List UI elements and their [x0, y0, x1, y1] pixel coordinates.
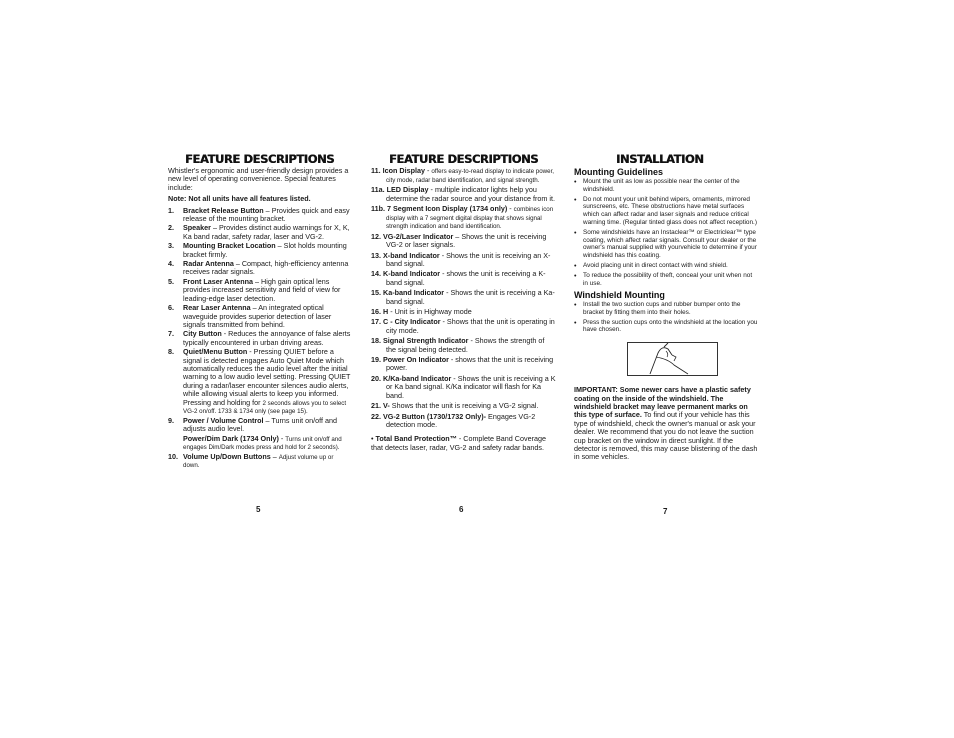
- item-sep: –: [270, 451, 279, 461]
- list-item: [371, 289, 556, 306]
- item-text: Turns unit on/off and engages Dim/Dark modes press and hold for 2 seconds).: [183, 435, 342, 452]
- item-body: [183, 304, 351, 329]
- feature-descriptions-heading: FEATURE DESCRIPTIONS: [388, 152, 539, 166]
- item-title: Front Laser Antenna: [183, 276, 254, 286]
- item-sep: –: [210, 223, 219, 233]
- item-title: K-band Indicator: [383, 269, 441, 279]
- page-number-7: 7: [663, 507, 668, 516]
- item-number: 22.: [371, 411, 381, 421]
- item-text: Pressing QUIET before a signal is detected engages Auto Quiet Mode which automatically reduces the audio level after the initial warning to a low audio level setting. Pressing QUIET during a radar/laser encounter silences audio alerts, while allowing visual alerts to keep you informed. Pressing and holding for: [183, 347, 351, 407]
- item-title: Power/Dim Dark (1734 Only): [183, 433, 279, 443]
- item-text: Shows the unit is receiving a Ka-band signal.: [386, 288, 555, 306]
- item-sep: -: [451, 373, 458, 383]
- item-text: Shows the unit is receiving VG-2 or laser signals.: [386, 231, 547, 250]
- feature-descriptions-heading: FEATURE DESCRIPTIONS: [184, 152, 335, 166]
- item-number: 18.: [371, 336, 381, 346]
- item-sep: -: [468, 336, 475, 346]
- item-number: 10.: [168, 451, 178, 461]
- item-number: 17.: [371, 317, 381, 327]
- item-sep: –: [275, 241, 284, 251]
- item-text: Unit is in Highway mode: [394, 307, 472, 317]
- item-number: 11b.: [371, 204, 385, 213]
- item-title: Mounting Bracket Location: [183, 241, 276, 251]
- item-title: VG-2 Button (1730/1732 Only)-: [383, 411, 487, 421]
- item-number: 2.: [168, 223, 174, 233]
- item-sep: -: [221, 329, 229, 339]
- bullet-item: [574, 229, 758, 260]
- note-text: Note: Not all units have all features listed.: [168, 194, 311, 204]
- item-text: Shows the unit is receiving an X-band signal.: [386, 250, 551, 268]
- item-number: 12.: [371, 231, 381, 241]
- item-text: Reduces the annoyance of false alerts typically encountered in urban driving areas.: [183, 329, 351, 347]
- list-item: [168, 242, 351, 259]
- item-text: An integrated optical waveguide provides superior detection of laser signals transmitted from behind.: [183, 303, 332, 329]
- bullet-item: [574, 301, 758, 317]
- bullet-dot-icon: •: [574, 260, 577, 270]
- bullet-dot-icon: •: [574, 299, 577, 309]
- bullet-text: Avoid placing unit in direct contact with wind shield.: [583, 261, 728, 269]
- item-number: 5.: [168, 276, 174, 286]
- list-item: [371, 375, 556, 400]
- item-sep: -: [247, 347, 254, 357]
- item-number: 21.: [371, 401, 381, 411]
- item-text: Adjust volume up or down.: [183, 453, 334, 470]
- item-number: 20.: [371, 373, 381, 383]
- bullet-text: Do not mount your unit behind wipers, ornaments, mirrored sunscreens, etc. These obstructions have metal surfaces which can affect radar and laser signals and reduce critical warning time. (Regular tinted glass does not affect reception.): [583, 195, 757, 226]
- page-7-column: [574, 153, 758, 462]
- item-title: C - City Indicator: [383, 317, 441, 327]
- item-text: multiple indicator lights help you determine the radar source and your distance from it.: [386, 185, 555, 203]
- item-number: 13.: [371, 250, 381, 260]
- item-sep: -: [388, 307, 395, 317]
- item-number: 3.: [168, 241, 174, 251]
- item-text: combines icon display with a 7 segment digital display that shows signal strength indication and band identification.: [386, 206, 554, 231]
- windshield-mounting-title: Windshield Mounting: [574, 289, 665, 300]
- list-item: [371, 252, 556, 269]
- intro-text: Whistler's ergonomic and user-friendly design provides a new level of operating convenience. Special features include:: [168, 166, 349, 192]
- item-title: H: [383, 307, 389, 317]
- item-title: Power On Indicator: [383, 355, 449, 365]
- list-item: [371, 270, 556, 287]
- item-title: Signal Strength Indicator: [383, 336, 469, 346]
- important-bold: IMPORTANT: Some newer cars have a plastic safety coating on the inside of the windshield. The windshield bracket may leave permanent marks on this type of surface.: [574, 385, 751, 420]
- item-number: 8.: [168, 347, 174, 357]
- item-sep: –: [250, 303, 259, 313]
- item-title: Total Band Protection™: [375, 434, 457, 444]
- item-sep: –: [233, 259, 242, 269]
- installation-heading: INSTALLATION: [616, 152, 704, 166]
- item-body: [183, 348, 351, 416]
- bullet-dot-icon: •: [574, 194, 577, 204]
- item-title: Quiet/Menu Button: [183, 347, 248, 357]
- page-6-column: [371, 153, 556, 452]
- mounting-guidelines-list: [574, 178, 758, 288]
- item-number: 11.: [371, 166, 381, 175]
- item-text: Shows the strength of the signal being detected.: [386, 336, 545, 354]
- item-text: Compact, high-efficiency antenna receives radar signals.: [183, 259, 349, 277]
- item-number: 4.: [168, 259, 174, 269]
- item-number: 11a.: [371, 185, 385, 195]
- bullet-text: Install the two suction cups and rubber bumper onto the bracket by fitting them into their holes.: [583, 300, 741, 316]
- important-note: [574, 386, 758, 462]
- item-number: 19.: [371, 355, 381, 365]
- list-item: [168, 260, 351, 277]
- item-sep: -: [440, 317, 447, 327]
- item-sep: -: [440, 269, 447, 279]
- item-title: V-: [383, 401, 390, 411]
- bullet-dot-icon: •: [574, 271, 577, 281]
- item-sep: -: [444, 288, 451, 298]
- item-number: 15.: [371, 288, 381, 298]
- bullet-item: [574, 319, 758, 335]
- item-number: 14.: [371, 269, 381, 279]
- item-sep: –: [263, 205, 272, 215]
- item-number: 9.: [168, 415, 174, 425]
- list-item: [168, 304, 351, 329]
- item-body: [183, 207, 351, 224]
- list-item: [168, 224, 351, 241]
- list-item: [168, 453, 351, 470]
- item-sep: –: [453, 231, 462, 241]
- list-item: [168, 207, 351, 224]
- bullet-item: [574, 196, 758, 227]
- item-body: [183, 260, 351, 277]
- item-sep: -: [448, 355, 456, 365]
- item-text: Shows the unit is receiving a K or Ka band signal. K/Ka indicator will flash for Ka band.: [386, 373, 556, 400]
- page-number-6: 6: [459, 505, 464, 514]
- item-text: offers easy-to-read display to indicate power, city mode, radar band identification, and signal strength.: [386, 168, 555, 184]
- item-body: [183, 278, 351, 303]
- item-title: Icon Display: [382, 166, 425, 175]
- item-sep: -: [428, 185, 435, 195]
- item-sep: -: [439, 250, 447, 260]
- item-text: Turns unit on/off and adjusts audio level.: [183, 415, 337, 434]
- bullet-dot-icon: •: [574, 317, 577, 327]
- mounting-guidelines-title: Mounting Guidelines: [574, 167, 663, 177]
- item-number: 1.: [168, 205, 174, 215]
- item-sep: -: [278, 433, 286, 443]
- item-sep: -: [424, 166, 432, 175]
- bullet: •: [371, 434, 374, 444]
- bullet-text: Some windshields have an Instaclear™ or Electriclear™ type coating, which affect radar signals. Consult your dealer or the owner's manual supplied with yourvehicle to determine if your windshield has this coating.: [583, 228, 757, 260]
- total-band-protection: [371, 435, 556, 452]
- item-title: Ka-band Indicator: [383, 288, 445, 298]
- item-text: shows that the unit is receiving power.: [386, 355, 554, 373]
- item-body: [183, 330, 351, 347]
- feature-list: [168, 207, 351, 434]
- list-item: [371, 337, 556, 354]
- suction-cup-illustration: [627, 342, 718, 376]
- bullet-text: Mount the unit as low as possible near the center of the windshield.: [583, 178, 740, 193]
- item-number: 7.: [168, 329, 174, 339]
- item-title: K/Ka-band Indicator: [383, 373, 452, 383]
- list-item: [371, 413, 556, 430]
- list-item: [168, 417, 351, 434]
- important-text: To find out if your vehicle has this type of windshield, check the owner's manual or ask your dealer. We recommend that you do not leave the suction cup bracket on the window in direct sunlight. If the detector is removed, this may cause blistering of the dash in some vehicles.: [574, 410, 758, 462]
- item-title: Bracket Release Button: [183, 205, 264, 215]
- list-item: [371, 308, 556, 316]
- item-body: [183, 242, 351, 259]
- bullet-item: [574, 272, 758, 288]
- feature-list: [371, 167, 556, 429]
- list-item: [371, 356, 556, 373]
- bullet-dot-icon: •: [574, 227, 577, 237]
- item-text: Complete Band Coverage that detects laser, radar, VG-2 and safety radar bands.: [371, 434, 546, 452]
- bullet-text: Press the suction cups onto the windshield at the location you have chosen.: [583, 318, 758, 334]
- bullet-item: [574, 262, 758, 270]
- item-text: shows the unit is receiving a K-band signal.: [386, 269, 546, 287]
- item-title: VG-2/Laser Indicator: [383, 231, 454, 241]
- item-title: Rear Laser Antenna: [183, 303, 251, 313]
- list-item: [168, 330, 351, 347]
- item-sep: -: [456, 434, 464, 444]
- list-item: [168, 278, 351, 303]
- item-title: Power / Volume Control: [183, 415, 264, 425]
- page-5-column: [168, 153, 351, 471]
- list-item: [168, 348, 351, 416]
- item-body: [183, 224, 351, 241]
- list-item: [371, 318, 556, 335]
- item-title: City Button: [183, 329, 222, 339]
- bullet-text: To reduce the possibility of theft, conceal your unit when not in use.: [583, 272, 753, 288]
- page-number-5: 5: [256, 505, 261, 514]
- list-item: [371, 167, 556, 184]
- item-title: LED Display: [386, 185, 429, 195]
- item-title: 7 Segment Icon Display (1734 only): [387, 204, 508, 213]
- bullet-dot-icon: •: [574, 177, 577, 186]
- item-body: [183, 417, 351, 434]
- item-number: 16.: [371, 307, 381, 317]
- windshield-mounting-list: [574, 301, 758, 334]
- item-sep: –: [253, 276, 262, 286]
- list-item: [371, 186, 556, 203]
- list-item: [371, 402, 556, 410]
- item-title: X-band Indicator: [383, 250, 440, 260]
- item-text: Shows that the unit is operating in city mode.: [386, 317, 555, 335]
- item-title: Speaker: [183, 223, 211, 233]
- item-text: Provides quick and easy release of the mounting bracket.: [183, 205, 350, 224]
- item-number: 6.: [168, 303, 174, 313]
- item-title: Radar Antenna: [183, 259, 234, 269]
- list-item: [371, 205, 556, 231]
- item-text: Shows that the unit is receiving a VG-2 signal.: [391, 401, 539, 411]
- item-text: Provides distinct audio warnings for X, K, Ka band radar, safety radar, laser and VG-2.: [183, 223, 350, 241]
- list-item: [371, 233, 556, 250]
- bracket-icon: [628, 343, 717, 375]
- item-sep: –: [263, 415, 272, 425]
- item-title: Volume Up/Down Buttons: [183, 451, 271, 461]
- item-text: Engages VG-2 detection mode.: [386, 411, 536, 429]
- item-sep: -: [507, 204, 514, 213]
- dim-dark-item: [168, 435, 351, 452]
- item-text: Slot holds mounting bracket firmly.: [183, 241, 347, 259]
- item-small-text: 2 seconds allows you to select VG-2 on/off. 1733 & 1734 only (see page 15).: [183, 399, 347, 416]
- item-text: High gain optical lens provides increased sensitivity and field of view for leading-edge laser detection.: [183, 276, 341, 303]
- bullet-item: [574, 178, 758, 194]
